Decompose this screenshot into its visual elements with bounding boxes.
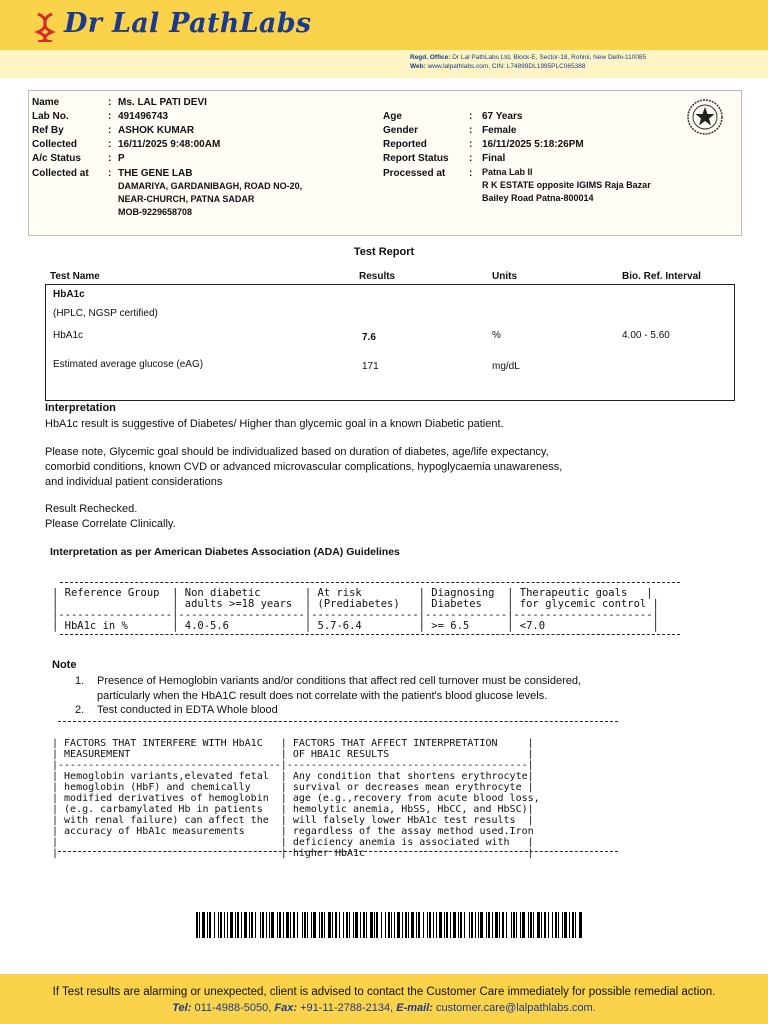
- header-sub-band: [0, 50, 768, 78]
- ac-status-label: A/c Status: [32, 153, 81, 164]
- collected-at-label: Collected at: [32, 168, 89, 179]
- gender: Female: [482, 125, 517, 136]
- factors-line: | | deficiency anemia is associated with |: [52, 837, 534, 848]
- ref-by-label: Ref By: [32, 125, 64, 136]
- test-method: (HPLC, NGSP certified): [53, 308, 158, 319]
- lab-no: 491496743: [118, 111, 169, 122]
- processed-at-2: R K ESTATE opposite IGIMS Raja Bazar: [482, 180, 651, 190]
- col-test-name: Test Name: [50, 271, 100, 282]
- interpretation-heading: Interpretation: [45, 402, 116, 414]
- col-units: Units: [492, 271, 517, 282]
- col-ref-interval: Bio. Ref. Interval: [622, 271, 701, 282]
- factors-line: |-------------------------------------|----------------------------------------|: [52, 760, 534, 771]
- test-group: HbA1c: [53, 289, 85, 300]
- processed-at-3: Bailey Road Patna-800014: [482, 193, 594, 203]
- footer-contact: Tel: 011-4988-5050, Fax: +91-11-2788-2134, E-mail: customer.care@lalpathlabs.com.: [172, 1002, 596, 1014]
- collected-at-4: MOB-9229658708: [118, 207, 193, 217]
- lab-no-label: Lab No.: [32, 111, 69, 122]
- row-eag-unit: mg/dL: [492, 361, 520, 372]
- col-results: Results: [359, 271, 396, 282]
- sep: :: [108, 97, 112, 108]
- factors-bottom-border: [58, 851, 618, 852]
- sep: :: [108, 111, 112, 122]
- row-hba1c-name: HbA1c: [53, 330, 84, 341]
- factors-table: [52, 727, 540, 870]
- processed-at-1: Patna Lab II: [482, 167, 533, 177]
- note-item-2-number: 2.: [75, 704, 85, 716]
- collected-at-1: THE GENE LAB: [118, 168, 193, 179]
- ada-header-row-2: | | adults >=18 years | (Prediabetes) | Diabetes | for glycemic control |: [52, 598, 659, 610]
- brand-logo: Dr Lal PathLabs: [64, 8, 312, 39]
- report-status: Final: [482, 153, 506, 164]
- sep: :: [469, 139, 473, 150]
- ref-by: ASHOK KUMAR: [118, 125, 195, 136]
- report-title: Test Report: [353, 246, 415, 258]
- sep: :: [469, 168, 473, 179]
- row-eag-result: 171: [362, 361, 379, 372]
- factors-line: | (e.g. carbamylated Hb in patients | hemolytic anemia, HbSS, HbCC, and HbSC)|: [52, 804, 534, 815]
- row-hba1c-ref: 4.00 - 5.60: [622, 330, 670, 341]
- collected-at-2: DAMARIYA, GARDANIBAGH, ROAD NO-20,: [118, 181, 303, 191]
- ada-top-border: [60, 582, 680, 583]
- row-hba1c-unit: %: [492, 330, 501, 341]
- sep: :: [469, 153, 473, 164]
- reported-date: 16/11/2025 5:18:26PM: [482, 139, 584, 150]
- reported-label: Reported: [383, 139, 427, 150]
- sep: :: [108, 168, 112, 179]
- collected-label: Collected: [32, 139, 78, 150]
- note-item-2: Test conducted in EDTA Whole blood: [97, 704, 278, 716]
- note-item-1-line-b: particularly when the HbA1C result does not correlate with the patient's blood glucose levels.: [97, 690, 548, 702]
- ac-status: P: [118, 153, 125, 164]
- factors-line: | FACTORS THAT INTERFERE WITH HbA1C | FACTORS THAT AFFECT INTERPRETATION |: [52, 738, 534, 749]
- sep: :: [108, 153, 112, 164]
- correlate-line: Please Correlate Clinically.: [45, 518, 176, 530]
- footer-advisory: If Test results are alarming or unexpected, client is advised to contact the Customer Care immediately for possible remedial action.: [52, 986, 716, 998]
- sep: :: [108, 125, 112, 136]
- rechecked-line: Result Rechecked.: [45, 503, 138, 515]
- note-item-1-number: 1.: [75, 675, 85, 687]
- collected-at-3: NEAR-CHURCH, PATNA SADAR: [118, 194, 255, 204]
- factors-line: | MEASUREMENT | OF HBA1C RESULTS |: [52, 749, 534, 760]
- ada-separator: |------------------|--------------------|-----------------|-------------|----------------------|: [52, 609, 659, 621]
- row-hba1c-result: 7.6: [362, 332, 376, 343]
- sep: :: [108, 139, 112, 150]
- age-label: Age: [383, 111, 402, 122]
- name-label: Name: [32, 97, 60, 108]
- nabl-seal-icon: [686, 98, 724, 136]
- factors-line: | Hemoglobin variants,elevated fetal | Any condition that shortens erythrocyte|: [52, 771, 534, 782]
- footer-band: [0, 974, 768, 1024]
- barcode-icon: [196, 912, 582, 938]
- ada-data-row: | HbA1c in % | 4.0-5.6 | 5.7-6.4 | >= 6.5 | <7.0 |: [52, 620, 659, 632]
- factors-line: | accuracy of HbA1c measurements | regardless of the assay method used.Iron: [52, 826, 534, 837]
- note-para-line-3: and individual patient considerations: [45, 476, 223, 488]
- ada-bottom-border: [60, 634, 680, 635]
- note-item-1-line-a: Presence of Hemoglobin variants and/or conditions that affect red cell turnover must be considered,: [97, 675, 582, 687]
- collected-date: 16/11/2025 9:48:00AM: [118, 139, 221, 150]
- dna-logo-icon: [34, 12, 56, 42]
- factors-line: | modified derivatives of hemoglobin | age (e.g.,recovery from acute blood loss,: [52, 793, 540, 804]
- factors-line: | hemoglobin (HbF) and chemically | survival or decreases mean erythrocyte |: [52, 782, 534, 793]
- result-table: [45, 284, 735, 401]
- report-status-label: Report Status: [383, 153, 449, 164]
- registered-office: Regd. Office: Dr Lal PathLabs Ltd, Block-E, Sector-18, Rohini, New Delhi-110085 Web: www.lalpathlabs.com, CIN: L74899DL1995PLC065388: [410, 54, 647, 70]
- note-para-line-1: Please note, Glycemic goal should be individualized based on duration of diabetes, age/life expectancy,: [45, 446, 549, 458]
- processed-at-label: Processed at: [383, 168, 446, 179]
- ada-heading: Interpretation as per American Diabetes Association (ADA) Guidelines: [50, 546, 400, 558]
- factors-line: | | higher HbA1c |: [52, 848, 534, 859]
- ada-header-row-1: | Reference Group | Non diabetic | At risk | Diagnosing | Therapeutic goals |: [52, 587, 653, 599]
- patient-name: Ms. LAL PATI DEVI: [118, 97, 207, 108]
- factors-top-border: [58, 721, 618, 722]
- sep: :: [469, 111, 473, 122]
- factors-line: | with renal failure) can affect the | will falsely lower HbA1c test results |: [52, 815, 534, 826]
- age: 67 Years: [482, 111, 523, 122]
- sep: :: [469, 125, 473, 136]
- note-para-line-2: comorbid conditions, known CVD or advanced microvascular complications, hypoglycaemia unawareness,: [45, 461, 563, 473]
- gender-label: Gender: [383, 125, 419, 136]
- row-eag-name: Estimated average glucose (eAG): [53, 359, 204, 370]
- note-heading: Note: [52, 659, 77, 671]
- interpretation-line: HbA1c result is suggestive of Diabetes/ Higher than glycemic goal in a known Diabetic patient.: [45, 418, 504, 430]
